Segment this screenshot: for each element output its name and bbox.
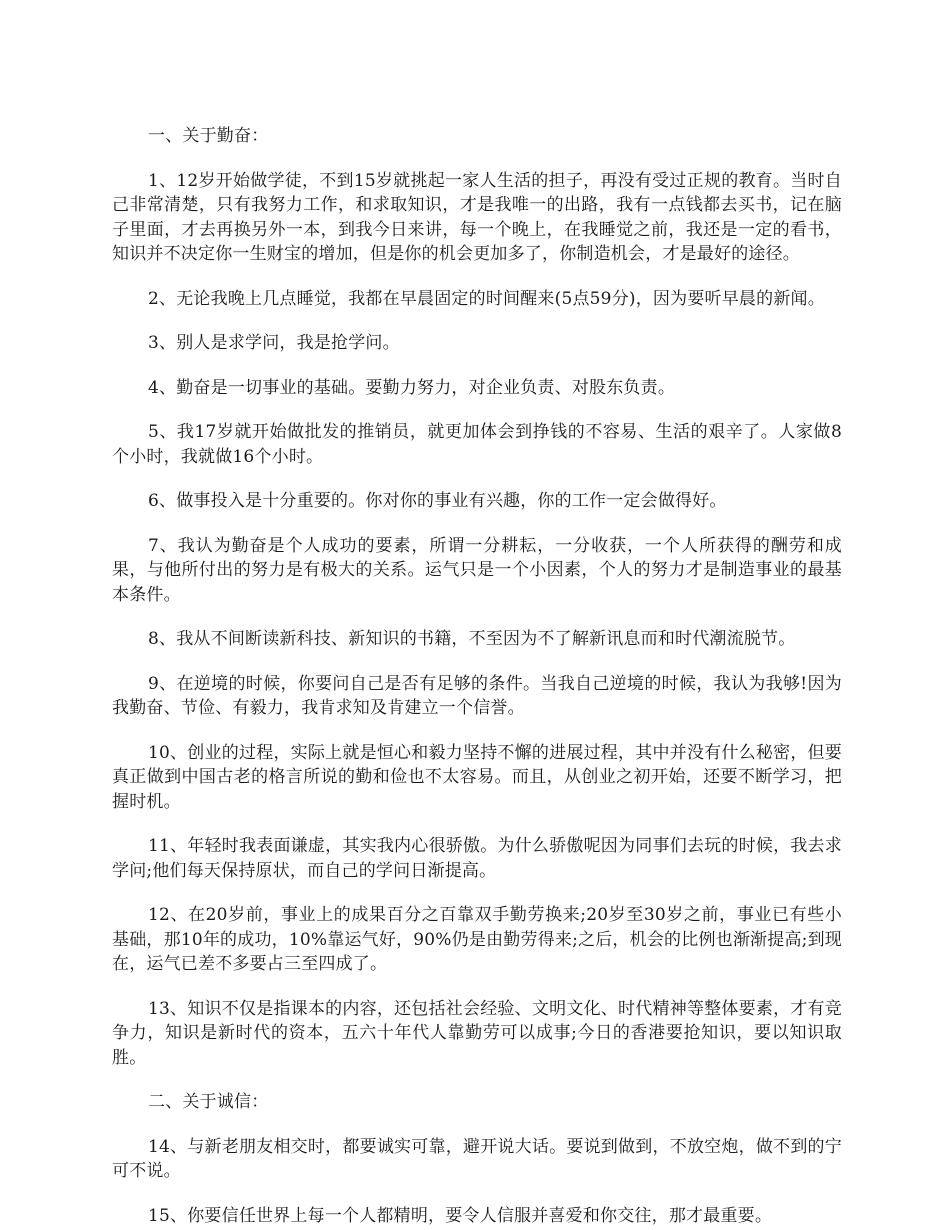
paragraph-14: 14、与新老朋友相交时，都要诚实可靠，避开说大话。要说到做到，不放空炮，做不到的宁可不说。 — [112, 1136, 842, 1181]
paragraph-10: 10、创业的过程，实际上就是恒心和毅力坚持不懈的进展过程，其中并没有什么秘密，但要真正做到中国古老的格言所说的勤和俭也不太容易。而且，从创业之初开始，还要不断学习，把握时机。 — [112, 742, 842, 812]
paragraph-6: 6、做事投入是十分重要的。你对你的事业有兴趣，你的工作一定会做得好。 — [148, 491, 727, 511]
paragraph-5: 5、我17岁就开始做批发的推销员，就更加体会到挣钱的不容易、生活的艰辛了。人家做8个小时，我就做16个小时。 — [112, 422, 842, 467]
paragraph-11: 11、年轻时我表面谦虚，其实我内心很骄傲。为什么骄傲呢因为同事们去玩的时候，我去求学问;他们每天保持原状，而自己的学问日渐提高。 — [112, 836, 842, 881]
paragraph-9: 9、在逆境的时候，你要问自己是否有足够的条件。当我自己逆境的时候，我认为我够!因为我勤奋、节俭、有毅力，我肯求知及肯建立一个信誉。 — [112, 673, 842, 718]
paragraph-7: 7、我认为勤奋是个人成功的要素，所谓一分耕耘，一分收获，一个人所获得的酬劳和成果，与他所付出的努力是有极大的关系。运气只是一个小因素，个人的努力才是制造事业的最基本条件。 — [112, 535, 842, 605]
paragraph-13: 13、知识不仅是指课本的内容，还包括社会经验、文明文化、时代精神等整体要素，才有竞争力，知识是新时代的资本，五六十年代人靠勤劳可以成事;今日的香港要抢知识，要以知识取胜。 — [112, 998, 842, 1068]
paragraph-12: 12、在20岁前，事业上的成果百分之百靠双手勤劳换来;20岁至30岁之前，事业已有些小基础，那10年的成功，10%靠运气好，90%仍是由勤劳得来;之后，机会的比例也渐渐提高;到现在，运气已差不多要占三至四成了。 — [112, 905, 842, 974]
section-heading-integrity: 二、关于诚信： — [148, 1092, 269, 1112]
paragraph-3: 3、别人是求学问，我是抢学问。 — [148, 333, 400, 353]
paragraph-8: 8、我从不间断读新科技、新知识的书籍，不至因为不了解新讯息而和时代潮流脱节。 — [148, 629, 796, 649]
paragraph-2: 2、无论我晚上几点睡觉，我都在早晨固定的时间醒来(5点59分)，因为要听早晨的新闻。 — [148, 288, 825, 309]
paragraph-1: 1、12岁开始做学徒，不到15岁就挑起一家人生活的担子，再没有受过正规的教育。当时自己非常清楚，只有我努力工作，和求取知识，才是我唯一的出路，我有一点钱都去买书，记在脑子里面，才去再换另外一本，到我今日来讲，每一个晚上，在我睡觉之前，我还是一定的看书，知识并不决定你一生财宝的增加，但是你的机会更加多了，你制造机会，才是最好的途径。 — [112, 170, 842, 264]
paragraph-4: 4、勤奋是一切事业的基础。要勤力努力，对企业负责、对股东负责。 — [148, 377, 676, 398]
section-heading-diligence: 一、关于勤奋： — [148, 126, 269, 146]
paragraph-15: 15、你要信任世界上每一个人都精明，要令人信服并喜爱和你交往，那才最重要。 — [148, 1205, 773, 1226]
